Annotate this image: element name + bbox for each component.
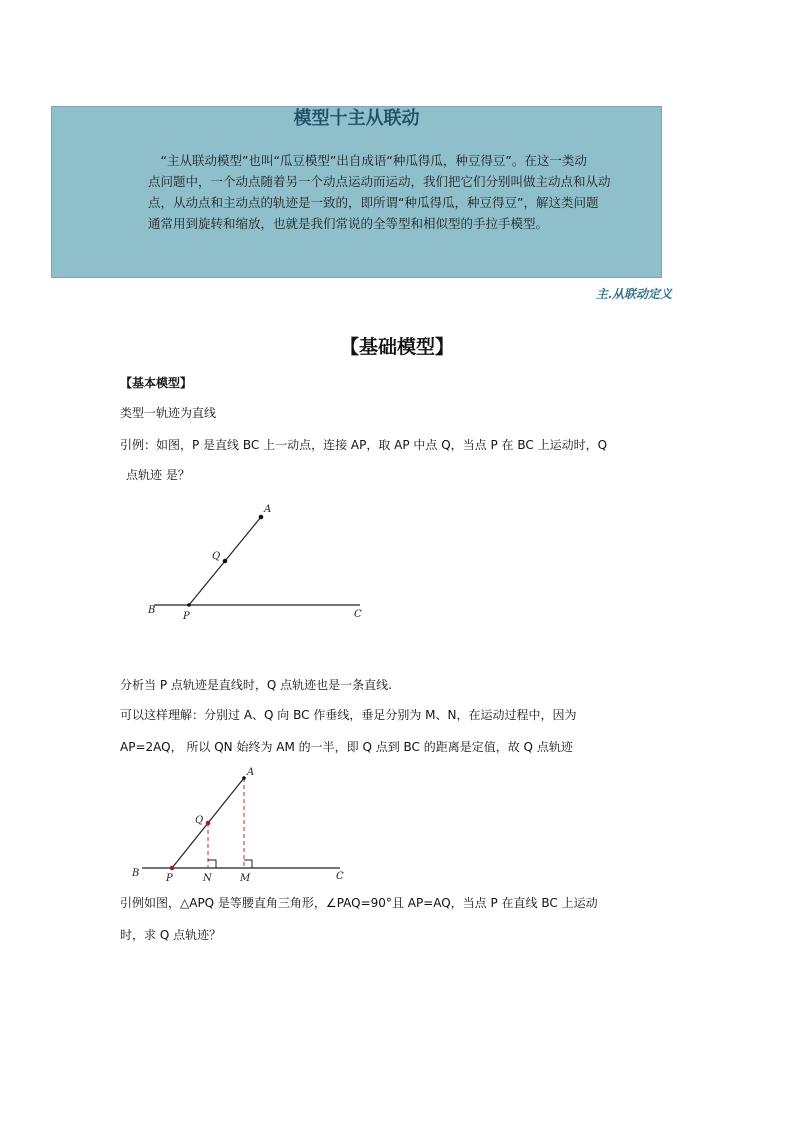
- example1-line2: 点轨迹 是？: [126, 468, 190, 482]
- example1-line1: 引例：如图，P 是直线 BC 上一动点，连接 AP，取 AP 中点 Q，当点 P 在 BC 上运动时，Q: [120, 438, 608, 452]
- label-q: Q: [195, 815, 204, 826]
- label-n: N: [203, 873, 212, 884]
- label-b: B: [148, 605, 156, 616]
- banner-line: 通常用到旋转和缩放，也就是我们常说的全等型和相似型的手拉手模型。: [148, 216, 549, 231]
- label-p: P: [183, 611, 190, 622]
- label-b: B: [132, 868, 140, 879]
- subheading: 【基本模型】: [120, 376, 193, 390]
- type-line: 类型一轨迹为直线: [120, 406, 217, 420]
- banner-line: “主从联动模型”也叫“瓜豆模型”出自成语“种瓜得瓜，种豆得豆”。在这一类动: [160, 153, 587, 168]
- analysis-text: 分析当 P 点轨迹是直线时，Q 点轨迹也是一条直线.: [120, 678, 392, 692]
- right-angle-m: [244, 860, 252, 868]
- label-q: Q: [212, 551, 221, 562]
- section-heading: 【基础模型】: [339, 336, 454, 358]
- point-q: [206, 821, 211, 826]
- banner-line: 点，从动点和主动点的轨迹是一致的，即所谓“种瓜得瓜，种豆得豆”，解这类问题: [148, 195, 599, 210]
- banner-title: 模型十主从联动: [293, 108, 420, 129]
- label-c: C: [336, 871, 344, 882]
- example2-line2: 时，求 Q 点轨迹？: [120, 928, 222, 942]
- label-p: P: [166, 873, 173, 884]
- point-p: [187, 603, 191, 607]
- understand-line1: 可以这样理解：分别过 A、Q 向 BC 作垂线，垂足分别为 M、N，在运动过程中，因为: [120, 708, 577, 722]
- label-m: M: [240, 873, 251, 884]
- understand-line2: AP=2AQ， 所以 QN 始终为 AM 的一半，即 Q 点到 BC 的距离是定值，故 Q 点轨迹: [120, 740, 573, 754]
- figure-1: [140, 495, 380, 625]
- label-c: C: [354, 609, 362, 620]
- intro-banner: [51, 106, 662, 278]
- point-a: [242, 776, 246, 780]
- example2-line1: 引例如图，△APQ 是等腰直角三角形，∠PAQ=90°且 AP=AQ，当点 P 在直线 BC 上运动: [120, 896, 598, 910]
- point-q: [223, 559, 228, 564]
- point-p: [170, 866, 175, 871]
- banner-line: 点问题中，一个动点随着另一个动点运动而运动，我们把它们分别叫做主动点和从动: [148, 174, 611, 189]
- label-a: A: [247, 767, 255, 778]
- right-angle-n: [208, 860, 216, 868]
- section-link[interactable]: 主.从联动定义: [595, 287, 672, 301]
- banner-body: [148, 150, 668, 234]
- point-a: [259, 515, 264, 520]
- label-a: A: [264, 504, 272, 515]
- figure-2: [128, 760, 358, 886]
